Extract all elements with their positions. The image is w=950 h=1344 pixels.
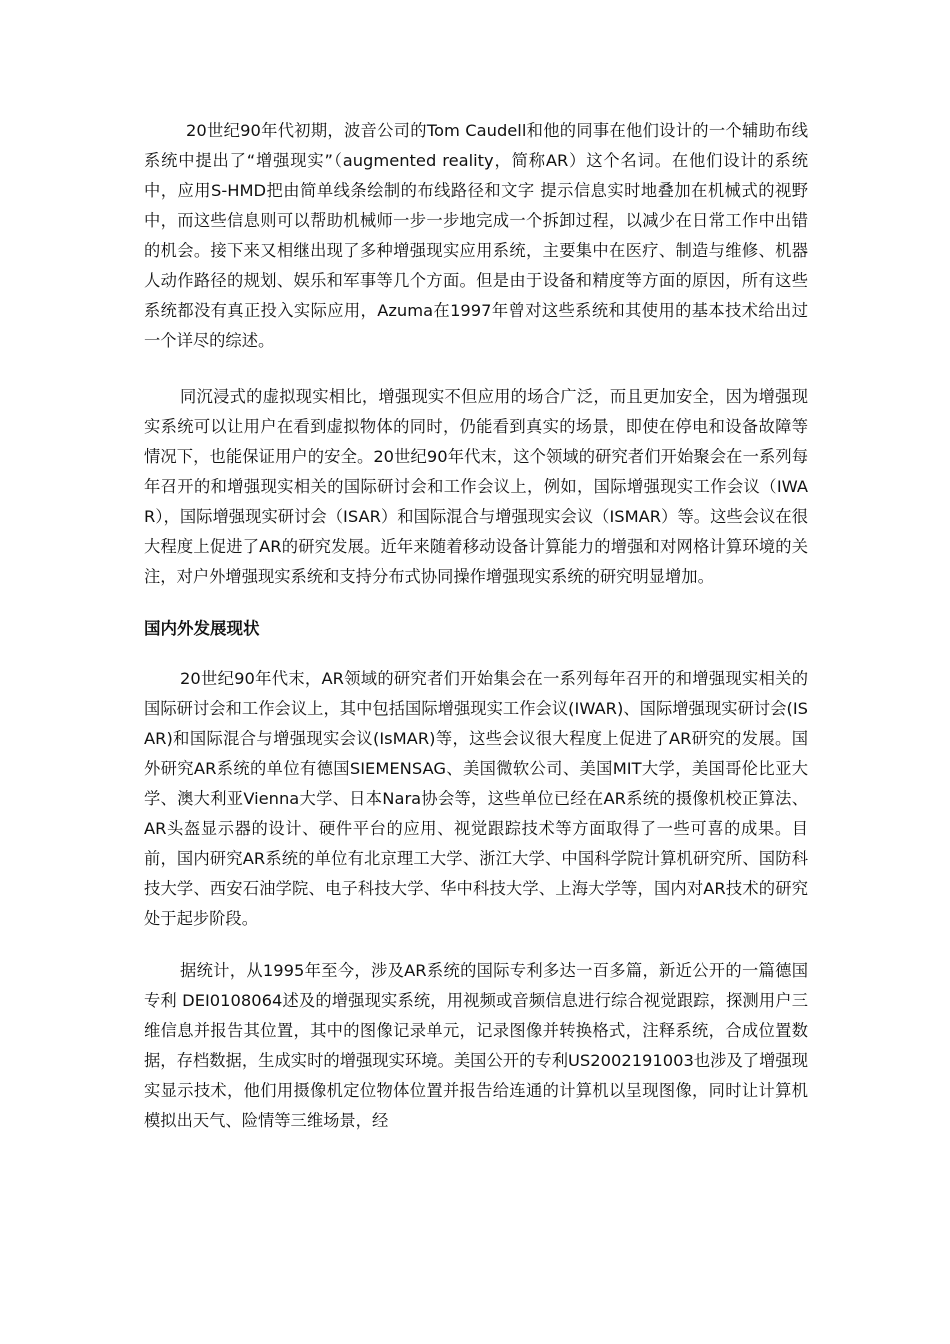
paragraph-spacer <box>144 356 808 382</box>
document-body <box>144 116 808 1136</box>
paragraph-spacer <box>144 934 808 956</box>
paragraph-spacer <box>144 592 808 614</box>
section-heading: 国内外发展现状 <box>144 619 260 638</box>
paragraph-ar-vs-vr: 同沉浸式的虚拟现实相比，增强现实不但应用的场合广泛，而且更加安全，因为增强现实系统可以让用户在看到虚拟物体的同时，仍能看到真实的场景，即使在停电和设备故障等情况下，也能保证用户的安全。20世纪90年代末，这个领域的研究者们开始聚会在一系列每年召开的和增强现实相关的国际研讨会和工作会议上，例如，国际增强现实工作会议（IWAR），国际增强现实研讨会（ISAR）和国际混合与增强现实会议（ISMAR）等。这些会议在很大程度上促进了AR的研究发展。近年来随着移动设备计算能力的增强和对网格计算环境的关注，对户外增强现实系统和支持分布式协同操作增强现实系统的研究明显增加。 <box>144 387 808 586</box>
paragraph-patents: 据统计，从1995年至今，涉及AR系统的国际专利多达一百多篇，新近公开的一篇德国专利 DEI0108064述及的增强现实系统，用视频或音频信息进行综合视觉跟踪，探测用户三维信息并报告其位置，其中的图像记录单元，记录图像并转换格式，注释系统，合成位置数据，存档数据，生成实时的增强现实环境。美国公开的专利US2002191003也涉及了增强现实显示技术，他们用摄像机定位物体位置并报告给连通的计算机以呈现图像，同时让计算机模拟出天气、险情等三维场景，经 <box>144 961 808 1130</box>
paragraph-spacer <box>144 644 808 664</box>
paragraph-research-status: 20世纪90年代末，AR领域的研究者们开始集会在一系列每年召开的和增强现实相关的国际研讨会和工作会议上，其中包括国际增强现实工作会议(IWAR)、国际增强现实研讨会(ISAR)和国际混合与增强现实会议(IsMAR)等，这些会议很大程度上促进了AR研究的发展。国外研究AR系统的单位有德国SIEMENSAG、美国微软公司、美国MIT大学，美国哥伦比亚大学、澳大利亚Vienna大学、日本Nara协会等，这些单位已经在AR系统的摄像机校正算法、AR头盔显示器的设计、硬件平台的应用、视觉跟踪技术等方面取得了一些可喜的成果。目前，国内研究AR系统的单位有北京理工大学、浙江大学、中国科学院计算机研究所、国防科技大学、西安石油学院、电子科技大学、华中科技大学、上海大学等，国内对AR技术的研究处于起步阶段。 <box>144 669 808 928</box>
paragraph-ar-origin: 20世纪90年代初期，波音公司的Tom Caudell和他的同事在他们设计的一个辅助布线系统中提出了“增强现实”（augmented reality，简称AR）这个名词。在他们设计的系统中，应用S-HMD把由简单线条绘制的布线路径和文字 提示信息实时地叠加在机械式的视野中，而这些信息则可以帮助机械师一步一步地完成一个拆卸过程，以减少在日常工作中出错的机会。接下来又相继出现了多种增强现实应用系统，主要集中在医疗、制造与维修、机器人动作路径的规划、娱乐和军事等几个方面。但是由于设备和精度等方面的原因，所有这些系统都没有真正投入实际应用，Azuma在1997年曾对这些系统和其使用的基本技术给出过一个详尽的综述。 <box>144 121 808 350</box>
